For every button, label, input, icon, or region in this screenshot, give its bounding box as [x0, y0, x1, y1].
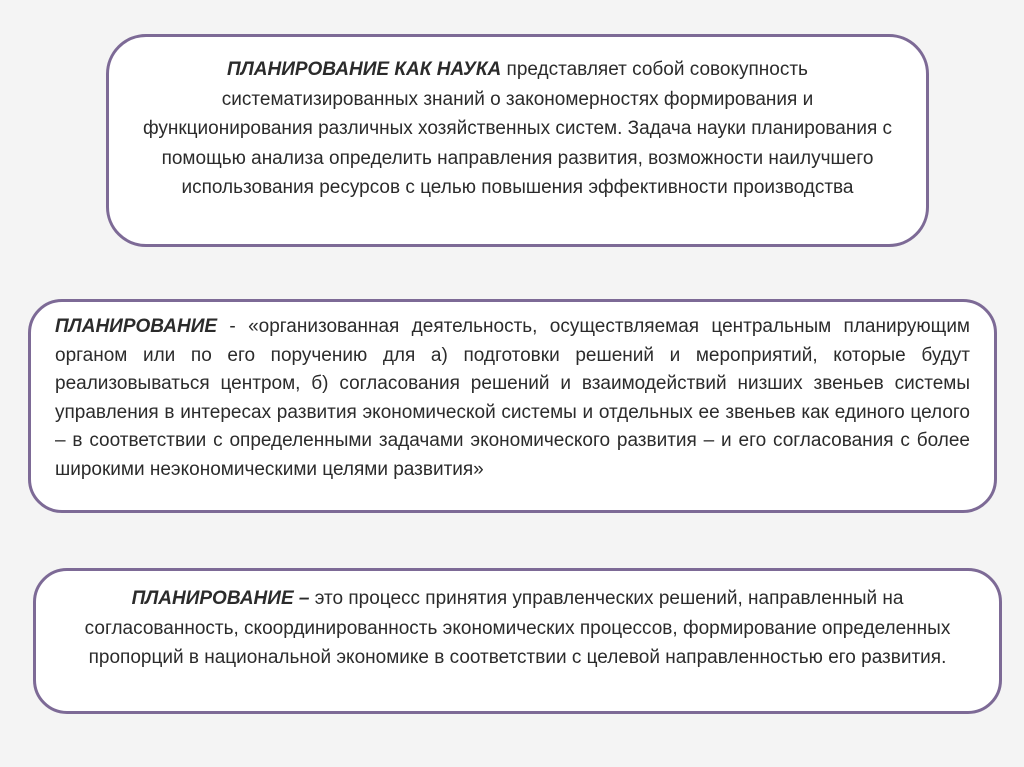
definition-card-planning-as-science: [106, 34, 929, 247]
definition-term: ПЛАНИРОВАНИЕ –: [131, 588, 310, 609]
definition-paragraph: [139, 55, 896, 203]
definition-card-planning-organized-activity: [28, 299, 997, 513]
definition-paragraph: [55, 313, 970, 484]
definition-text: это процесс принятия управленческих решений, направленный на согласованность, скоординированность экономических процессов, формирование определенных пропорций в национальной экономике в соответствии с целевой направленностью его развития.: [84, 588, 951, 668]
definition-card-planning-decision-process: [33, 568, 1002, 714]
definition-text: - «организованная деятельность, осуществляемая центральным планирующим органом или по его поручению для а) подготовки решений и мероприятий, которые будут реализовываться центром, б) согласования решений и взаимодействий низших звеньев системы управления в интересах развития экономической системы и отдельных ее звеньев как единого целого – в соответствии с определенными задачами экономического развития – и его согласования с более широкими неэкономическими целями развития»: [55, 316, 970, 480]
definition-text: представляет собой совокупность систематизированных знаний о закономерностях формирования и функционирования различных хозяйственных систем. Задача науки планирования с помощью анализа определить направления развития, возможности наилучшего использования ресурсов с целью повышения эффективности производства: [142, 59, 893, 198]
definition-term: ПЛАНИРОВАНИЕ КАК НАУКА: [227, 59, 502, 80]
definition-paragraph: [60, 584, 975, 673]
definition-term: ПЛАНИРОВАНИЕ: [55, 316, 218, 337]
